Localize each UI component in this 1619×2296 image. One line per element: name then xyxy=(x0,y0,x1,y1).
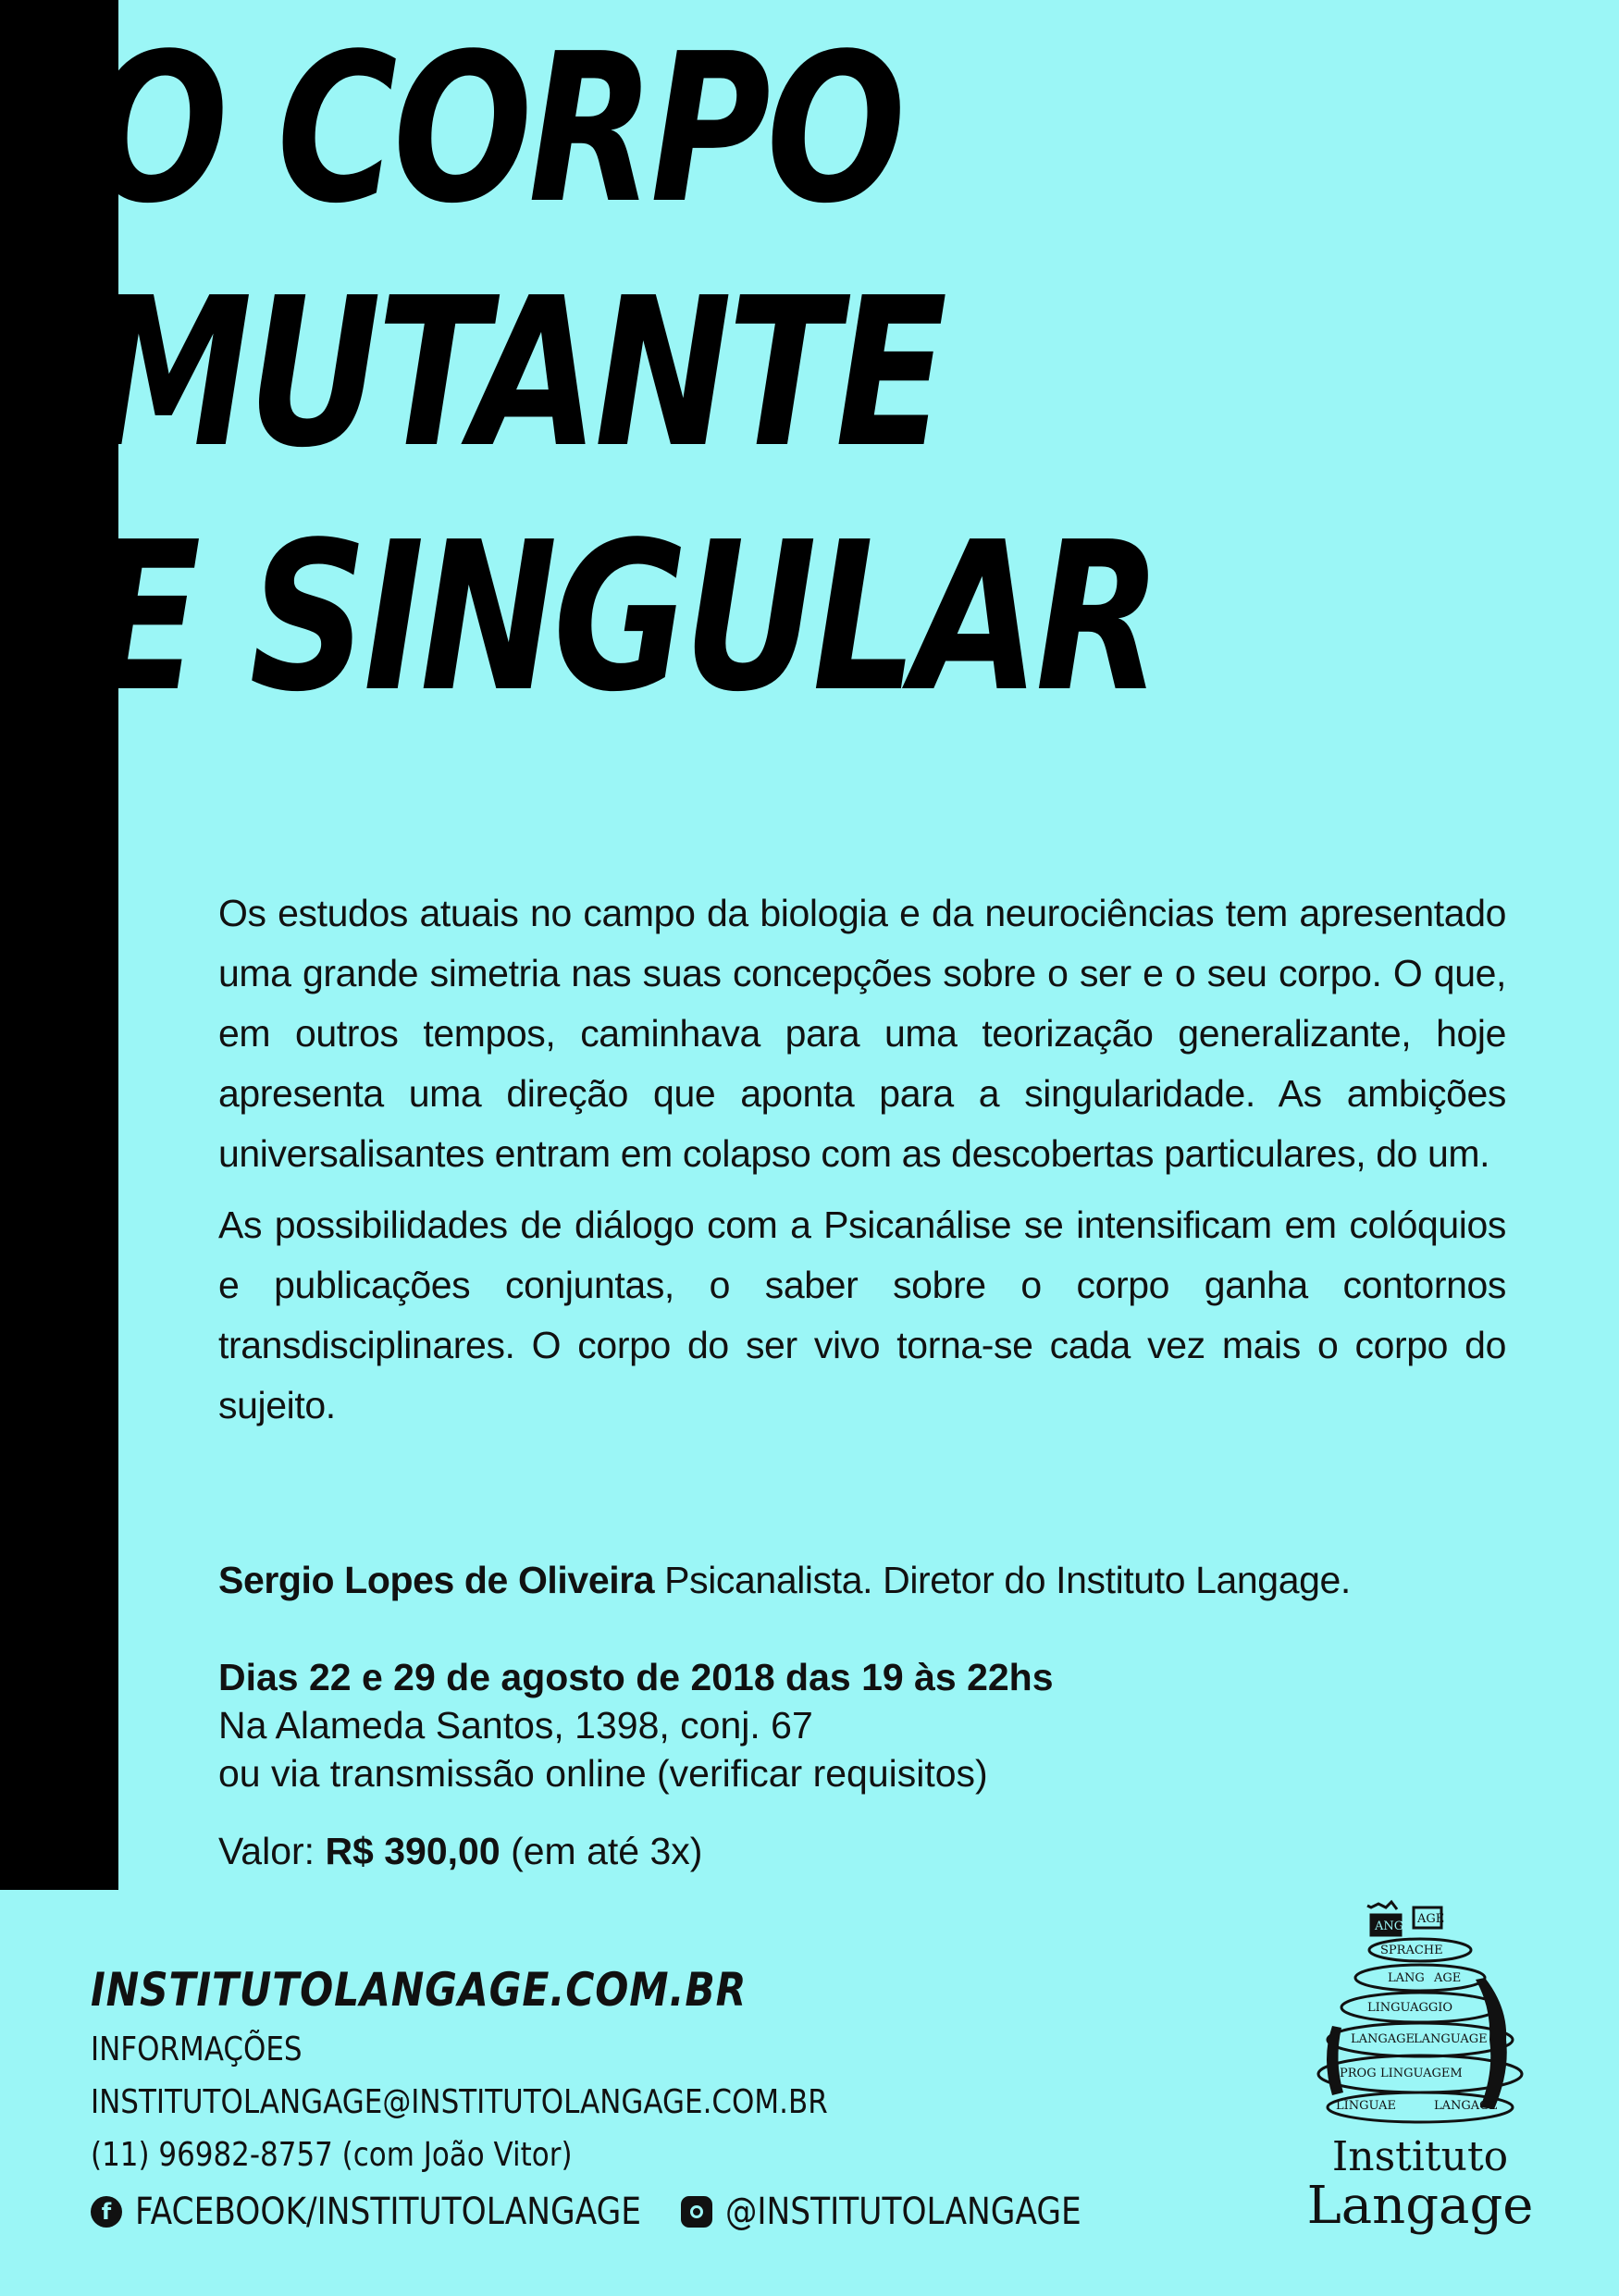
price-amount: R$ 390,00 xyxy=(325,1830,501,1872)
price-line xyxy=(218,1827,702,1875)
tower-word: PROG xyxy=(1340,2067,1377,2080)
tower-word: SPRACHE xyxy=(1380,1944,1443,1957)
description-paragraph-2: As possibilidades de diálogo com a Psicanálise se intensificam em colóquios e publicações conjuntas, o saber sobre o corpo ganha contornos transdisciplinares. O corpo do ser vivo torna-se cada vez mais o corpo do sujeito. xyxy=(218,1204,1506,1426)
facebook-handle: FACEBOOK/INSTITUTOLANGAGE xyxy=(135,2191,641,2233)
title-line-3: E SINGULAR xyxy=(89,499,1158,737)
tower-word: AGE xyxy=(1434,1971,1462,1985)
babel-tower-logo xyxy=(1295,1887,1545,2128)
social-links xyxy=(91,2185,1139,2239)
tower-word: LANG xyxy=(1388,1971,1425,1985)
title-line-2: MUTANTE xyxy=(89,254,944,493)
tower-word: LINGUAGEM xyxy=(1380,2067,1463,2080)
tower-word: LANGAGE xyxy=(1351,2032,1415,2046)
instituto-langage-logo xyxy=(1295,1887,1545,2276)
author-role: Psicanalista. Diretor do Instituto Langage. xyxy=(654,1559,1351,1601)
instagram-handle: @INSTITUTOLANGAGE xyxy=(725,2191,1081,2233)
event-online: ou via transmissão online (verificar requisitos) xyxy=(218,1752,988,1795)
tower-word: LANGUAGE xyxy=(1414,2032,1488,2046)
instagram-icon xyxy=(681,2196,712,2228)
event-details xyxy=(218,1653,1054,1797)
tower-words xyxy=(1336,1912,1498,2113)
logo-line-1: Instituto xyxy=(1331,2133,1509,2180)
author-line xyxy=(218,1556,1351,1604)
logo-wordmark xyxy=(1295,2133,1545,2236)
price-label: Valor: xyxy=(218,1830,326,1872)
price-installments: (em até 3x) xyxy=(500,1830,703,1872)
footer-contacts xyxy=(91,1957,1139,2239)
poster-title xyxy=(89,7,1157,740)
event-date: Dias 22 e 29 de agosto de 2018 das 19 às 22hs xyxy=(218,1656,1054,1698)
phone-number: (11) 96982-8757 (com João Vitor) xyxy=(91,2136,573,2174)
author-name: Sergio Lopes de Oliveira xyxy=(218,1559,655,1601)
tower-word: LANGAGE xyxy=(1434,2099,1499,2113)
logo-line-2: Langage xyxy=(1306,2176,1534,2236)
description xyxy=(218,883,1506,1447)
instagram-link[interactable] xyxy=(653,2185,1139,2239)
facebook-link[interactable] xyxy=(91,2185,653,2239)
description-paragraph-1: Os estudos atuais no campo da biologia e da neurociências tem apresentado uma grande simetria nas suas concepções sobre o ser e o seu corpo. O que, em outros tempos, caminhava para uma teorização generalizante, hoje apresenta uma direção que aponta para a singularidade. As ambições universalisantes entram em colapso com as descobertas particulares, do um. xyxy=(218,892,1506,1175)
event-address: Na Alameda Santos, 1398, conj. 67 xyxy=(218,1704,813,1747)
website-link[interactable]: INSTITUTOLANGAGE.COM.BR xyxy=(91,1963,748,2017)
tower-word: LINGUAE xyxy=(1336,2099,1396,2113)
email-link[interactable]: INSTITUTOLANGAGE@INSTITUTOLANGAGE.COM.BR xyxy=(91,2083,828,2121)
tower-word: ANG xyxy=(1375,1920,1404,1933)
info-label: INFORMAÇÕES xyxy=(91,2031,303,2068)
facebook-icon: f xyxy=(91,2196,122,2228)
tower-word: AGE xyxy=(1417,1912,1445,1926)
tower-word: LINGUAGGIO xyxy=(1367,2001,1453,2015)
title-line-1: O CORPO xyxy=(89,10,902,249)
